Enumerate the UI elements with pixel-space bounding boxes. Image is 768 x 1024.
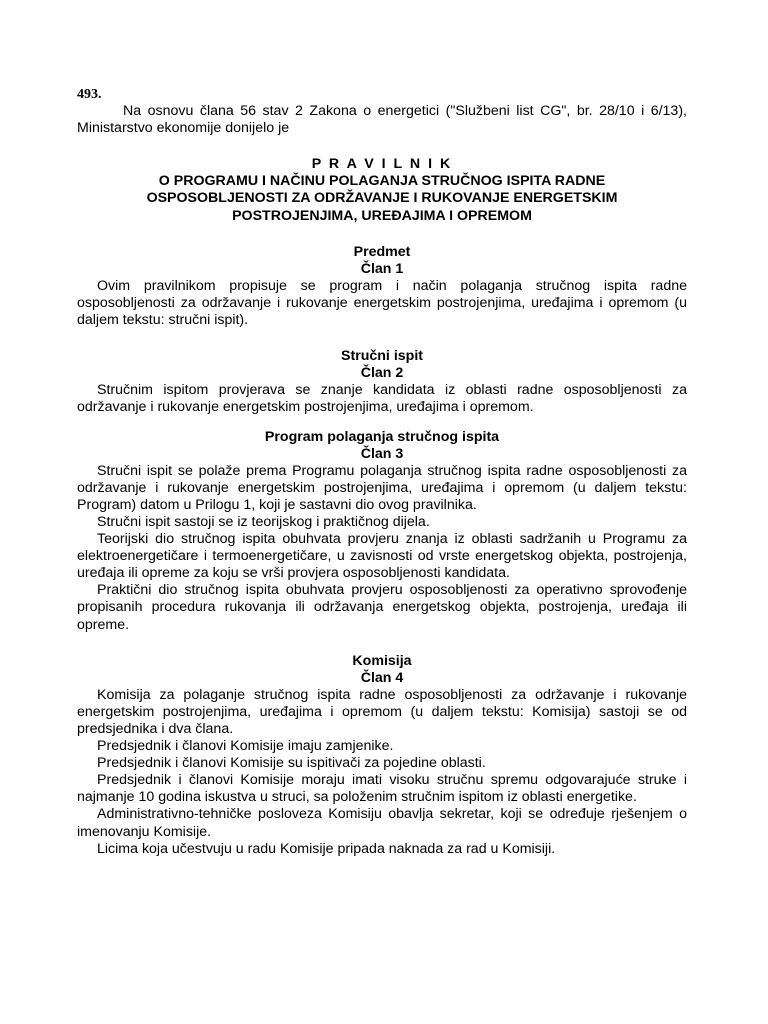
article-paragraph: Teorijski dio stručnog ispita obuhvata provjeru znanja iz oblasti sadržanih u Programu za elektroenergetičare i termoenergetičare, u zavisnosti od vrste energetskog objekta, postrojenja, uređaja ili opreme za koju se vrši provjera osposobljenosti kandidata.	[77, 531, 687, 582]
section-heading: Predmet	[353, 243, 411, 260]
article-paragraph: Predsjednik i članovi Komisije moraju imati visoku stručnu spremu odgovarajuće struke i najmanje 10 godina iskustva u struci, sa položenim stručnim ispitom iz oblasti energetike.	[77, 772, 687, 806]
article-paragraph: Praktični dio stručnog ispita obuhvata provjeru osposobljenosti za operativno sprovođenje propisanih procedura rukovanja ili održavanja energetskog objekta, postrojenja, uređaja ili opreme.	[77, 582, 687, 633]
article-paragraph: Administrativno-tehničke posloveza Komisiju obavlja sekretar, koji se određuje rješenjem o imenovanju Komisije.	[77, 806, 687, 840]
document-subtitle-line: POSTROJENJIMA, UREĐAJIMA I OPREMOM	[232, 207, 532, 224]
article-paragraph: Ovim pravilnikom propisuje se program i način polaganja stručnog ispita radne osposobljenosti za održavanje i rukovanje energetskim postrojenjima, uređajima i opremom (u daljem tekstu: stručni ispit).	[77, 277, 687, 329]
section-heading: Stručni ispit	[341, 348, 423, 365]
document-subtitle-line: OSPOSOBLJENOSTI ZA ODRŽAVANJE I RUKOVANJE ENERGETSKIM	[146, 190, 618, 207]
article-paragraph: Stručni ispit se polaže prema Programu polaganja stručnog ispita radne osposobljenosti za održavanje i rukovanje energetskim postrojenjima, uređajima i opremom (u daljem tekstu: Program) datom u Prilogu 1, koji je sastavni dio ovog pravilnika.	[77, 462, 687, 513]
article-paragraph: Predsjednik i članovi Komisije su ispitivači za pojedine oblasti.	[97, 755, 486, 772]
article-number: Član 1	[360, 260, 404, 277]
intro-paragraph: Na osnovu člana 56 stav 2 Zakona o energetici ("Službeni list CG", br. 28/10 i 6/13), Ministarstvo ekonomije donijelo je	[77, 103, 687, 137]
article-paragraph: Komisija za polaganje stručnog ispita radne osposobljenosti za održavanje i rukovanje energetskim postrojenjima, uređajima i opremom (u daljem tekstu: Komisija) sastoji se od predsjednika i dva člana.	[77, 686, 687, 737]
article-number: Član 2	[360, 365, 404, 382]
section-program	[77, 429, 687, 634]
regulation-number: 493.	[77, 87, 102, 102]
document-subtitle-line: O PROGRAMU I NAČINU POLAGANJA STRUČNOG ISPITA RADNE	[158, 173, 606, 190]
article-number: Član 4	[360, 669, 404, 686]
article-paragraph: Predsjednik i članovi Komisije imaju zamjenike.	[97, 738, 394, 755]
section-heading: Program polaganja stručnog ispita	[264, 428, 500, 445]
document-title: P R A V I L N I K	[311, 156, 453, 173]
article-paragraph: Stručni ispit sastoji se iz teorijskog i praktičnog dijela.	[97, 513, 430, 530]
article-paragraph: Stručnim ispitom provjerava se znanje kandidata iz oblasti radne osposobljenosti za održavanje i rukovanje energetskim postrojenjima, uređajima i opremom.	[77, 382, 687, 416]
article-number: Član 3	[360, 445, 404, 462]
document-body	[77, 86, 687, 858]
section-heading: Komisija	[352, 652, 412, 669]
section-strucni-ispit	[77, 348, 687, 416]
article-paragraph: Licima koja učestvuju u radu Komisije pripada naknada za rad u Komisiji.	[97, 840, 556, 857]
section-predmet	[77, 244, 687, 329]
section-komisija	[77, 653, 687, 858]
